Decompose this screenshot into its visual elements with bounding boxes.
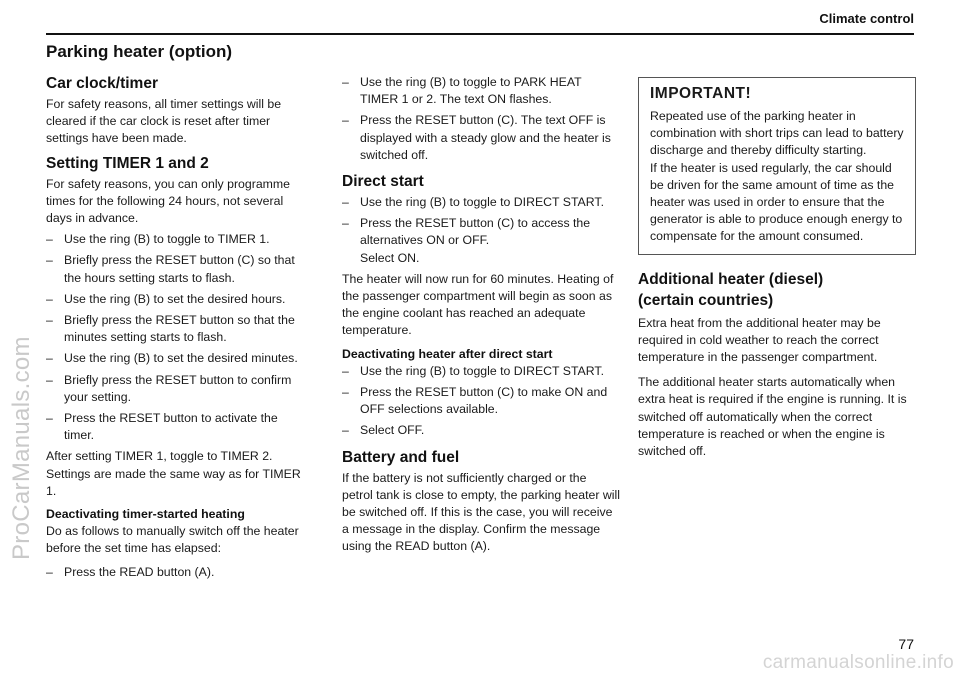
additional-heater-heading: Additional heater (diesel) (certain countries) bbox=[638, 270, 824, 309]
step-text: Briefly press the RESET button to confirm your setting. bbox=[64, 372, 292, 404]
deactivate-direct-heading: Deactivating heater after direct start bbox=[342, 346, 553, 361]
list-item bbox=[342, 384, 620, 418]
battery-fuel-heading: Battery and fuel bbox=[342, 448, 460, 466]
important-text: Repeated use of the parking heater in combination with short trips can lead to battery discharge and thereby difficulty starting. If the heater is used regularly, the car should be driven for the same amount of time as the heater was used in order to ensure that the generator is able to produce enough energy to compensate for the amount consumed. bbox=[650, 109, 904, 244]
list-dash: – bbox=[342, 75, 349, 89]
column-middle bbox=[342, 74, 620, 562]
page-number: 77 bbox=[898, 636, 914, 652]
watermark-bottom: carmanualsonline.info bbox=[762, 652, 954, 673]
step-text: Press the RESET button (C) to access the alternatives ON or OFF. Select ON. bbox=[360, 216, 591, 265]
list-dash: – bbox=[46, 291, 53, 306]
list-item bbox=[342, 112, 620, 164]
list-dash: – bbox=[342, 195, 349, 210]
step-text: Briefly press the RESET button so that the minutes setting starts to flash. bbox=[64, 313, 295, 345]
list-dash: – bbox=[46, 564, 53, 579]
list-item bbox=[46, 312, 308, 346]
list-item bbox=[46, 291, 308, 308]
deactivate-timer-text: Do as follows to manually switch off the heater before the set time has elapsed: bbox=[46, 524, 299, 556]
important-title: IMPORTANT! bbox=[650, 85, 752, 102]
deactivate-direct-steps-list bbox=[342, 363, 620, 440]
clock-heading: Car clock/timer bbox=[46, 75, 158, 92]
list-item bbox=[46, 410, 308, 444]
additional-heater-text-1: Extra heat from the additional heater may be required in cold weather to reach the correct temperature in the passenger compartment. bbox=[638, 315, 881, 365]
column-left bbox=[46, 74, 308, 585]
list-item bbox=[342, 74, 620, 108]
clock-text: For safety reasons, all timer settings will be cleared if the car clock is reset after timer settings have been made. bbox=[46, 97, 282, 146]
step-text: Use the ring (B) to toggle to PARK HEAT TIMER 1 or 2. The text ON flashes. bbox=[360, 75, 582, 107]
list-dash: – bbox=[342, 216, 349, 231]
list-item bbox=[46, 372, 308, 406]
list-item bbox=[46, 564, 308, 581]
list-item bbox=[342, 422, 620, 439]
list-dash: – bbox=[46, 232, 53, 247]
list-dash: – bbox=[46, 372, 53, 387]
list-item bbox=[342, 363, 620, 380]
list-item bbox=[46, 350, 308, 367]
list-dash: – bbox=[46, 253, 53, 268]
section-title: Parking heater (option) bbox=[46, 42, 233, 61]
direct-start-heading: Direct start bbox=[342, 173, 424, 191]
list-item bbox=[46, 231, 308, 248]
step-text: Press the RESET button (C) to make ON and OFF selections available. bbox=[360, 385, 608, 417]
park-heat-steps-list bbox=[342, 74, 620, 164]
step-text: Briefly press the RESET button (C) so that the hours setting starts to flash. bbox=[64, 253, 295, 285]
direct-start-text: The heater will now run for 60 minutes. Heating of the passenger compartment will begin as soon as the engine coolant has reached an adequate temperature. bbox=[342, 271, 614, 338]
step-text: Press the READ button (A). bbox=[64, 564, 215, 579]
after-timer-text: After setting TIMER 1, toggle to TIMER 2. Settings are made the same way as for TIMER 1. bbox=[46, 449, 301, 498]
list-item bbox=[46, 252, 308, 286]
timer-heading: Setting TIMER 1 and 2 bbox=[46, 154, 209, 172]
list-item bbox=[342, 215, 620, 267]
list-dash: – bbox=[46, 351, 53, 366]
list-dash: – bbox=[342, 113, 349, 128]
step-text: Use the ring (B) to set the desired minutes. bbox=[64, 351, 298, 366]
step-text: Select OFF. bbox=[360, 423, 425, 438]
list-dash: – bbox=[342, 423, 349, 438]
list-dash: – bbox=[46, 411, 53, 426]
list-dash: – bbox=[342, 385, 349, 400]
step-text: Press the RESET button (C). The text OFF is displayed with a steady glow and the heater is switched off. bbox=[360, 113, 611, 162]
step-text: Use the ring (B) to set the desired hours. bbox=[64, 291, 286, 306]
direct-start-steps-list bbox=[342, 194, 620, 267]
deactivate-steps-list bbox=[46, 564, 308, 581]
step-text: Use the ring (B) to toggle to DIRECT START. bbox=[360, 195, 604, 210]
header-title: Climate control bbox=[819, 11, 914, 26]
timer-steps-list bbox=[46, 231, 308, 444]
additional-heater-text-2: The additional heater starts automatically when extra heat is required if the engine is running. It is switched off automatically when the correct temperature is reached or when the engine is switched off. bbox=[638, 375, 907, 459]
deactivate-timer-heading: Deactivating timer-started heating bbox=[46, 507, 245, 522]
timer-text: For safety reasons, you can only programme times for the following 24 hours, not several days in advance. bbox=[46, 176, 290, 226]
step-text: Press the RESET button to activate the timer. bbox=[64, 411, 278, 443]
watermark-left-text: ProCarManuals.com bbox=[8, 336, 35, 560]
step-text: Use the ring (B) to toggle to DIRECT START. bbox=[360, 363, 604, 378]
list-dash: – bbox=[342, 363, 349, 378]
list-dash: – bbox=[46, 313, 53, 328]
list-item bbox=[342, 194, 620, 211]
column-right bbox=[638, 74, 916, 466]
important-notice-box bbox=[638, 77, 916, 255]
step-text: Use the ring (B) to toggle to TIMER 1. bbox=[64, 232, 270, 247]
header-divider bbox=[46, 33, 914, 35]
battery-fuel-text: If the battery is not sufficiently charged or the petrol tank is close to empty, the parking heater will be switched off. If this is the case, you will receive a message in the display. Confirm the message using the READ button (A). bbox=[342, 470, 620, 554]
